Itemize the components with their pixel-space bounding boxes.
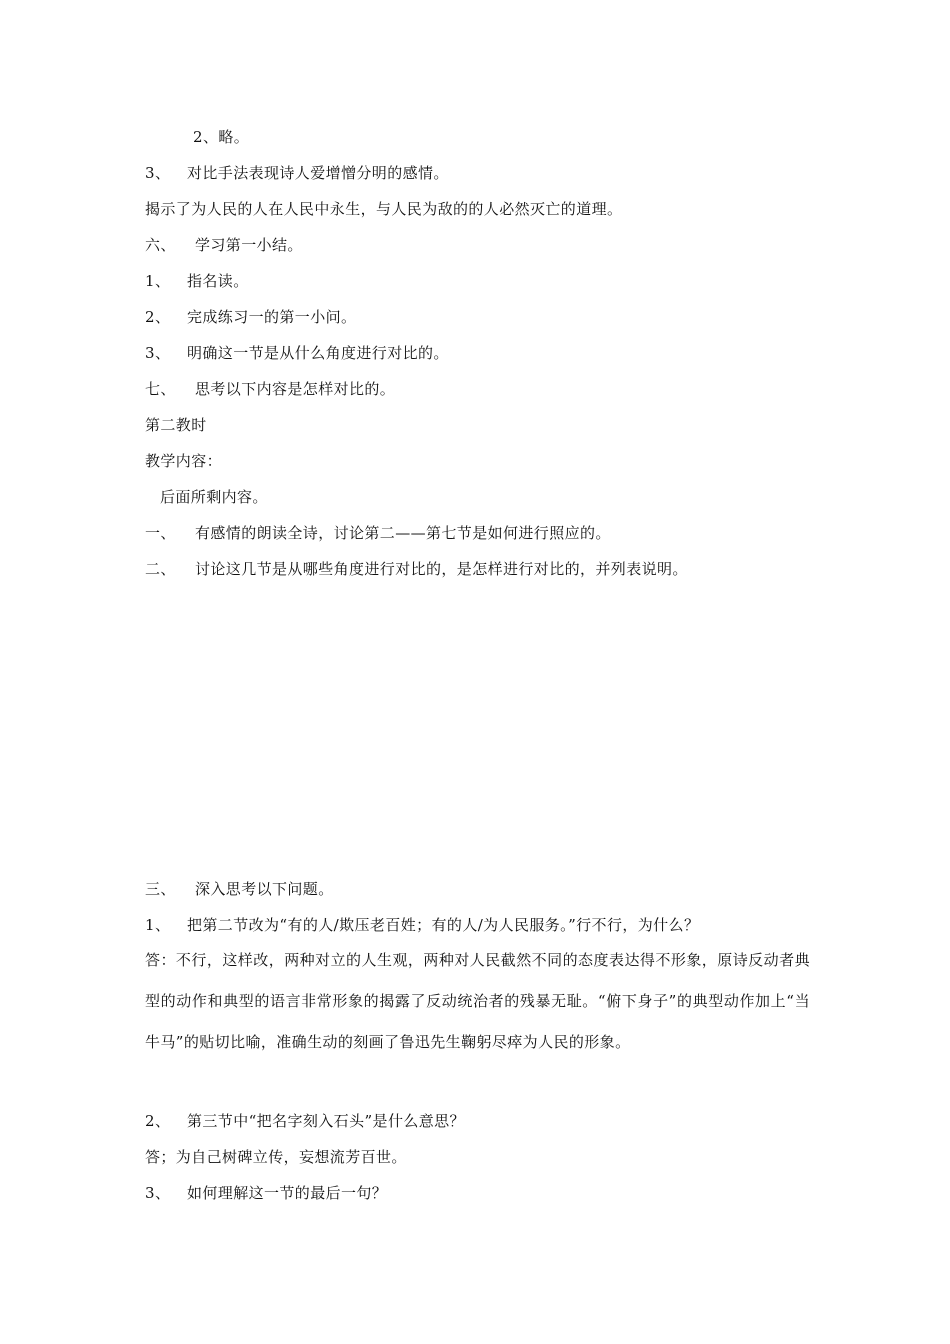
list-item <box>145 163 449 183</box>
lesson-title: 第二教时 <box>145 416 207 434</box>
list-item <box>145 271 249 291</box>
text-line: 揭示了为人民的人在人民中永生，与人民为敌的的人必然灭亡的道理。 <box>145 200 623 218</box>
text-line: 后面所剩内容。 <box>160 488 268 506</box>
item-text: 有感情的朗读全诗，讨论第二——第七节是如何进行照应的。 <box>195 524 611 542</box>
item-number: 2、 <box>145 1112 171 1130</box>
list-item <box>145 307 356 327</box>
item-text: 指名读。 <box>187 272 249 290</box>
item-number: 六、 <box>145 236 176 254</box>
item-text: 第三节中“把名字刻入石头”是什么意思？ <box>187 1112 465 1130</box>
list-item <box>145 343 449 363</box>
answer-paragraph: 答：不行，这样改，两种对立的人生观，两种对人民截然不同的态度表达得不形象，原诗反动者典型的动作和典型的语言非常形象的揭露了反动统治者的残暴无耻。“俯下身子”的典型动作加上“当牛马”的贴切比喻，准确生动的刻画了鲁迅先生鞠躬尽瘁为人民的形象。 <box>145 951 810 1051</box>
list-item <box>145 915 699 935</box>
section-heading <box>145 379 395 399</box>
item-number: 1、 <box>145 272 171 290</box>
item-text: 对比手法表现诗人爱增憎分明的感情。 <box>187 164 449 182</box>
item-number: 七、 <box>145 380 176 398</box>
item-number: 2、 <box>145 308 171 326</box>
text-line: 教学内容： <box>145 452 223 470</box>
item-number: 二、 <box>145 560 176 578</box>
list-item <box>145 1111 465 1131</box>
list-item <box>145 1183 387 1203</box>
item-number: 3、 <box>145 344 171 362</box>
item-number: 三、 <box>145 880 176 898</box>
text-line: 答；为自己树碑立传，妄想流芳百世。 <box>145 1148 407 1166</box>
item-text: 完成练习一的第一小问。 <box>187 308 357 326</box>
item-text: 如何理解这一节的最后一句？ <box>187 1184 388 1202</box>
section-heading <box>145 523 611 543</box>
item-text: 深入思考以下问题。 <box>195 880 334 898</box>
item-text: 把第二节改为“有的人/欺压老百姓；有的人/为人民服务。”行不行，为什么？ <box>187 916 700 934</box>
item-number: 3、 <box>145 164 171 182</box>
section-heading <box>145 559 688 579</box>
item-text: 思考以下内容是怎样对比的。 <box>195 380 396 398</box>
item-text: 讨论这几节是从哪些角度进行对比的，是怎样进行对比的，并列表说明。 <box>195 560 688 578</box>
item-number: 一、 <box>145 524 176 542</box>
item-number: 1、 <box>145 916 171 934</box>
section-heading <box>145 235 303 255</box>
item-number: 3、 <box>145 1184 171 1202</box>
item-text: 学习第一小结。 <box>195 236 303 254</box>
text-line: 2、略。 <box>193 128 250 146</box>
item-text: 明确这一节是从什么角度进行对比的。 <box>187 344 449 362</box>
section-heading <box>145 879 334 899</box>
